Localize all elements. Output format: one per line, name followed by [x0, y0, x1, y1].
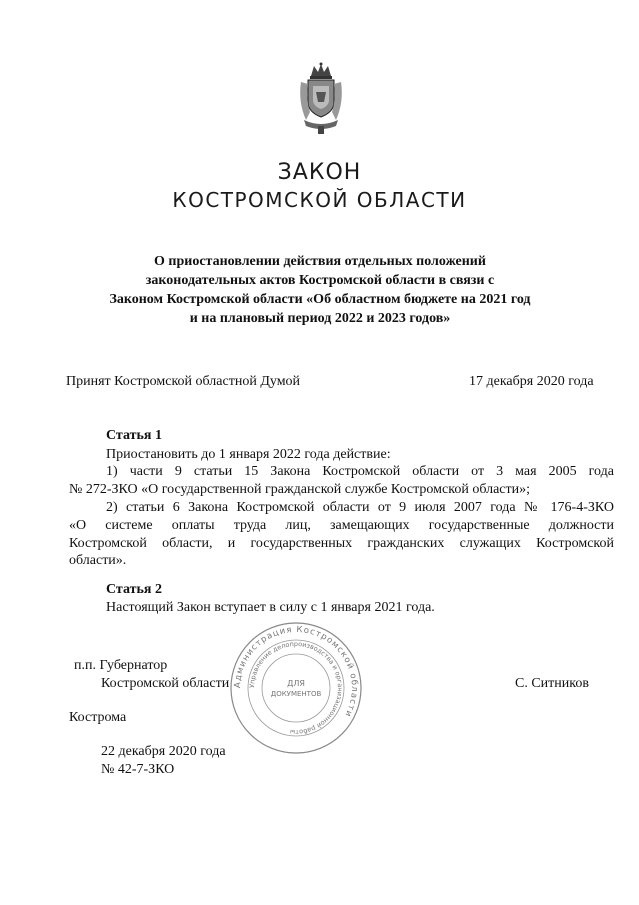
- subject-line: и на плановый период 2022 и 2023 годов»: [189, 311, 451, 326]
- article-1-item-2-cont: «О системе оплаты труда лиц, замещающих государственные должности: [69, 518, 614, 533]
- official-stamp: [228, 620, 364, 756]
- signing-date: 22 декабря 2020 года: [101, 744, 226, 759]
- article-1-item-1: 1) части 9 статьи 15 Закона Костромской области от 3 мая 2005 года: [106, 464, 614, 479]
- law-subject: [70, 252, 570, 328]
- article-1-item-2-cont: Костромской области, и государственных гражданских служащих Костромской: [69, 536, 614, 551]
- article-1-item-2-cont: области».: [69, 553, 127, 568]
- svg-text:ДЛЯ: ДЛЯ: [287, 679, 305, 688]
- subject-line: О приостановлении действия отдельных положений: [154, 254, 486, 269]
- place-of-signing: Кострома: [69, 710, 127, 725]
- adoption-date: 17 декабря 2020 года: [469, 374, 594, 389]
- svg-text:Администрация Костромской обла: Администрация Костромской области: [232, 624, 360, 719]
- subject-line: законодательных актов Костромской области в связи с: [145, 273, 495, 288]
- law-region-title: КОСТРОМСКОЙ ОБЛАСТИ: [172, 188, 467, 212]
- article-1-item-1-cont: № 272-ЗКО «О государственной гражданской службе Костромской области»;: [69, 482, 531, 497]
- coat-of-arms-emblem: [296, 62, 346, 142]
- adopted-by: Принят Костромской областной Думой: [66, 374, 301, 389]
- signatory-name: С. Ситников: [515, 676, 589, 691]
- subject-line: Законом Костромской области «Об областном бюджете на 2021 год: [109, 292, 531, 307]
- law-title: ЗАКОН: [277, 160, 362, 185]
- article-2-text: Настоящий Закон вступает в силу с 1 января 2021 года.: [106, 600, 435, 615]
- law-number: № 42-7-ЗКО: [101, 762, 175, 777]
- svg-text:Управление делопроизводства и: Управление делопроизводства и организационной работы: [247, 640, 345, 737]
- article-2-heading: Статья 2: [106, 582, 162, 597]
- signatory-region: Костромской области: [101, 676, 230, 691]
- article-1-intro: Приостановить до 1 января 2022 года действие:: [106, 447, 391, 462]
- article-1-item-2: 2) статьи 6 Закона Костромской области от 9 июля 2007 года № 176-4-ЗКО: [106, 500, 614, 515]
- article-1-heading: Статья 1: [106, 428, 162, 443]
- signatory-title: п.п. Губернатор: [74, 658, 168, 673]
- svg-text:ДОКУМЕНТОВ: ДОКУМЕНТОВ: [270, 690, 322, 698]
